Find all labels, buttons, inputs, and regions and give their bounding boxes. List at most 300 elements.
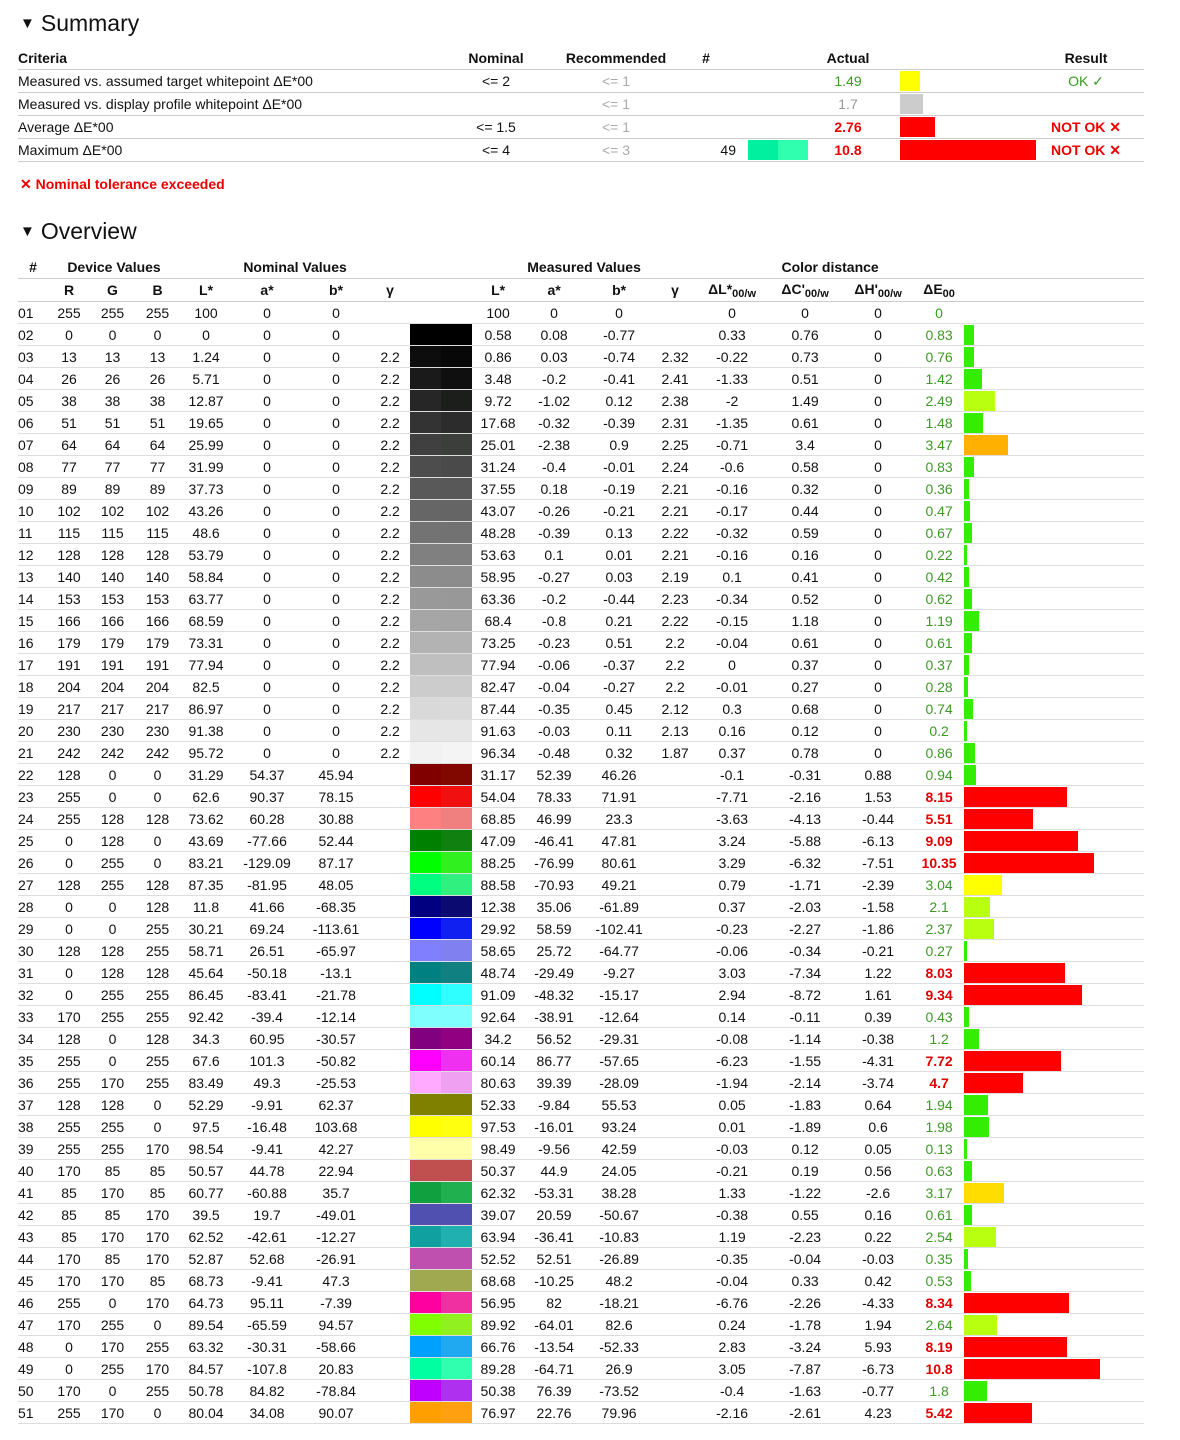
actual-bar-fill (900, 140, 1036, 160)
patch-number: 20 (18, 720, 48, 742)
delta-c: -2.26 (768, 1292, 842, 1314)
nominal-l: 64.73 (180, 1292, 232, 1314)
measured-l: 91.09 (472, 984, 524, 1006)
delta-e-bar (964, 1226, 1144, 1248)
nominal-a: 60.95 (232, 1028, 302, 1050)
nominal-gamma (370, 1314, 410, 1336)
measured-gamma (654, 1050, 696, 1072)
color-swatch (410, 456, 472, 478)
measured-gamma: 2.23 (654, 588, 696, 610)
overview-row (18, 434, 1144, 456)
summary-row (18, 70, 1144, 93)
result-cell: OK ✓ (1028, 70, 1144, 93)
overview-row (18, 940, 1144, 962)
measured-b: 24.05 (584, 1160, 654, 1182)
delta-c: 0.55 (768, 1204, 842, 1226)
measured-l: 66.76 (472, 1336, 524, 1358)
nominal-b: 0 (302, 302, 370, 324)
measured-l: 68.4 (472, 610, 524, 632)
measured-l: 68.85 (472, 808, 524, 830)
collapse-triangle-icon: ▼ (20, 223, 35, 240)
nominal-b: 0 (302, 610, 370, 632)
measured-a: -36.41 (524, 1226, 584, 1248)
delta-e-bar (964, 698, 1144, 720)
criteria-cell: Maximum ΔE*00 (18, 139, 436, 162)
nominal-cell: <= 4 (436, 139, 556, 162)
nominal-b: -113.61 (302, 918, 370, 940)
nominal-a: 0 (232, 610, 302, 632)
device-r: 204 (48, 676, 90, 698)
device-r: 128 (48, 1028, 90, 1050)
measured-gamma (654, 1314, 696, 1336)
delta-l: -0.15 (696, 610, 768, 632)
delta-e-bar-fill (964, 435, 1008, 455)
color-swatch (410, 1402, 472, 1424)
measured-a: 20.59 (524, 1204, 584, 1226)
col-measured-l: L* (472, 279, 524, 302)
delta-c: 0.58 (768, 456, 842, 478)
nominal-a: 34.08 (232, 1402, 302, 1424)
nominal-l: 84.57 (180, 1358, 232, 1380)
delta-e-bar-fill (964, 589, 972, 609)
col-delta-l: $\Delta L*_{00/w}$ (696, 279, 768, 302)
nominal-gamma (370, 808, 410, 830)
actual-bar-fill (900, 94, 923, 114)
nominal-b: -30.57 (302, 1028, 370, 1050)
nominal-b: 0 (302, 324, 370, 346)
overview-row (18, 720, 1144, 742)
measured-a: -48.32 (524, 984, 584, 1006)
delta-e: 0.2 (914, 720, 964, 742)
nominal-b: 0 (302, 676, 370, 698)
delta-h: 0 (842, 698, 914, 720)
device-r: 128 (48, 1094, 90, 1116)
delta-e: 0.35 (914, 1248, 964, 1270)
device-g: 255 (90, 1138, 135, 1160)
overview-row (18, 390, 1144, 412)
count-swatch-header (736, 46, 808, 70)
measured-l: 17.68 (472, 412, 524, 434)
delta-h: 0 (842, 610, 914, 632)
device-r: 128 (48, 764, 90, 786)
delta-e: 0.63 (914, 1160, 964, 1182)
delta-e-bar-fill (964, 1359, 1100, 1379)
nominal-gamma (370, 984, 410, 1006)
nominal-b: -78.84 (302, 1380, 370, 1402)
patch-number: 22 (18, 764, 48, 786)
nominal-gamma (370, 940, 410, 962)
actual-bar (888, 139, 1028, 162)
delta-e-bar (964, 478, 1144, 500)
delta-e: 0.37 (914, 654, 964, 676)
nominal-a: 0 (232, 412, 302, 434)
device-g: 64 (90, 434, 135, 456)
delta-l: -0.4 (696, 1380, 768, 1402)
nominal-l: 31.29 (180, 764, 232, 786)
delta-l: -0.21 (696, 1160, 768, 1182)
device-g: 89 (90, 478, 135, 500)
overview-row (18, 1094, 1144, 1116)
delta-e-bar (964, 588, 1144, 610)
device-g: 51 (90, 412, 135, 434)
measured-l: 87.44 (472, 698, 524, 720)
nominal-b: 0 (302, 456, 370, 478)
measured-gamma (654, 324, 696, 346)
delta-h: -1.58 (842, 896, 914, 918)
measured-b: 0.03 (584, 566, 654, 588)
device-b: 0 (135, 764, 180, 786)
device-b: 217 (135, 698, 180, 720)
measured-l: 88.58 (472, 874, 524, 896)
delta-e: 3.47 (914, 434, 964, 456)
device-r: 0 (48, 896, 90, 918)
device-g: 140 (90, 566, 135, 588)
delta-e-bar (964, 1138, 1144, 1160)
delta-h: 0 (842, 434, 914, 456)
delta-e-bar-fill (964, 1051, 1061, 1071)
measured-b: -0.77 (584, 324, 654, 346)
overview-table (18, 256, 1144, 1424)
device-r: 153 (48, 588, 90, 610)
nominal-b: 62.37 (302, 1094, 370, 1116)
patch-number: 21 (18, 742, 48, 764)
measured-gamma (654, 1204, 696, 1226)
delta-e-bar (964, 808, 1144, 830)
overview-row (18, 698, 1144, 720)
nominal-l: 19.65 (180, 412, 232, 434)
measured-b: -73.52 (584, 1380, 654, 1402)
device-b: 102 (135, 500, 180, 522)
nominal-a: -129.09 (232, 852, 302, 874)
col-measured-gamma: γ (654, 279, 696, 302)
col-nominal-a: a* (232, 279, 302, 302)
color-swatch (410, 962, 472, 984)
device-r: 0 (48, 1358, 90, 1380)
nominal-l: 97.5 (180, 1116, 232, 1138)
measured-a: -0.2 (524, 588, 584, 610)
measured-gamma (654, 830, 696, 852)
measured-gamma (654, 1248, 696, 1270)
patch-number: 51 (18, 1402, 48, 1424)
nominal-header: Nominal (436, 46, 556, 70)
measured-a: 82 (524, 1292, 584, 1314)
color-swatch (410, 786, 472, 808)
nominal-a: 44.78 (232, 1160, 302, 1182)
overview-row (18, 522, 1144, 544)
device-r: 0 (48, 962, 90, 984)
delta-e-bar-fill (964, 1293, 1069, 1313)
nominal-l: 58.84 (180, 566, 232, 588)
overview-row (18, 368, 1144, 390)
measured-b: -52.33 (584, 1336, 654, 1358)
color-swatch (410, 1050, 472, 1072)
delta-e: 0.86 (914, 742, 964, 764)
delta-e-bar (964, 324, 1144, 346)
color-swatch (410, 434, 472, 456)
nominal-b: 0 (302, 368, 370, 390)
measured-b: 49.21 (584, 874, 654, 896)
device-r: 170 (48, 1380, 90, 1402)
delta-c: -1.14 (768, 1028, 842, 1050)
measured-gamma: 2.21 (654, 478, 696, 500)
overview-row (18, 1380, 1144, 1402)
nominal-b: -12.14 (302, 1006, 370, 1028)
nominal-l: 52.87 (180, 1248, 232, 1270)
measured-gamma: 2.21 (654, 500, 696, 522)
delta-e-bar (964, 302, 1144, 324)
device-g: 230 (90, 720, 135, 742)
nominal-b: 78.15 (302, 786, 370, 808)
overview-row (18, 1116, 1144, 1138)
delta-c: 0.27 (768, 676, 842, 698)
color-swatch (410, 698, 472, 720)
delta-c: -2.27 (768, 918, 842, 940)
delta-h: -7.51 (842, 852, 914, 874)
overview-row (18, 654, 1144, 676)
nominal-gamma (370, 1094, 410, 1116)
device-b: 255 (135, 984, 180, 1006)
measured-gamma (654, 1006, 696, 1028)
device-b: 0 (135, 830, 180, 852)
measured-a: 56.52 (524, 1028, 584, 1050)
nominal-gamma: 2.2 (370, 478, 410, 500)
device-r: 191 (48, 654, 90, 676)
device-b: 38 (135, 390, 180, 412)
color-swatch (410, 984, 472, 1006)
nominal-b: 0 (302, 742, 370, 764)
overview-row (18, 478, 1144, 500)
measured-a: -76.99 (524, 852, 584, 874)
delta-e: 1.8 (914, 1380, 964, 1402)
device-r: 170 (48, 1270, 90, 1292)
measured-b: 0.21 (584, 610, 654, 632)
delta-l: -2.16 (696, 1402, 768, 1424)
delta-h: 1.94 (842, 1314, 914, 1336)
color-swatch (410, 1006, 472, 1028)
nominal-l: 83.21 (180, 852, 232, 874)
delta-l: -0.34 (696, 588, 768, 610)
nominal-values-header: Nominal Values (180, 256, 410, 279)
device-r: 255 (48, 1050, 90, 1072)
measured-gamma (654, 1226, 696, 1248)
patch-number: 29 (18, 918, 48, 940)
device-g: 170 (90, 1182, 135, 1204)
nominal-b: 48.05 (302, 874, 370, 896)
nominal-l: 92.42 (180, 1006, 232, 1028)
device-r: 170 (48, 1314, 90, 1336)
delta-h: 1.53 (842, 786, 914, 808)
device-b: 0 (135, 1094, 180, 1116)
device-b: 85 (135, 1182, 180, 1204)
delta-e-bar-fill (964, 721, 967, 741)
patch-number: 23 (18, 786, 48, 808)
count-swatch (736, 116, 808, 139)
overview-row (18, 1028, 1144, 1050)
device-r: 85 (48, 1182, 90, 1204)
delta-e-bar (964, 720, 1144, 742)
delta-l: -7.71 (696, 786, 768, 808)
measured-b: -28.09 (584, 1072, 654, 1094)
delta-e: 1.94 (914, 1094, 964, 1116)
actual-bar (888, 116, 1028, 139)
device-b: 179 (135, 632, 180, 654)
device-b: 242 (135, 742, 180, 764)
delta-e: 2.54 (914, 1226, 964, 1248)
nominal-b: 0 (302, 522, 370, 544)
patch-number: 10 (18, 500, 48, 522)
measured-b: -29.31 (584, 1028, 654, 1050)
device-g: 255 (90, 874, 135, 896)
delta-e: 0.67 (914, 522, 964, 544)
measured-b: -10.83 (584, 1226, 654, 1248)
device-b: 230 (135, 720, 180, 742)
delta-h: -0.21 (842, 940, 914, 962)
measured-b: -0.19 (584, 478, 654, 500)
overview-row (18, 896, 1144, 918)
delta-e-bar-fill (964, 413, 983, 433)
measured-b: 0.9 (584, 434, 654, 456)
nominal-a: -42.61 (232, 1226, 302, 1248)
col-delta-h: $\Delta H'_{00/w}$ (842, 279, 914, 302)
measured-l: 0.58 (472, 324, 524, 346)
nominal-b: 35.7 (302, 1182, 370, 1204)
nominal-b: 0 (302, 346, 370, 368)
measured-a: -9.56 (524, 1138, 584, 1160)
nominal-a: -9.41 (232, 1270, 302, 1292)
actual-bar-header (888, 46, 1028, 70)
device-b: 255 (135, 1050, 180, 1072)
measured-l: 0.86 (472, 346, 524, 368)
delta-e: 0.61 (914, 632, 964, 654)
measured-b: 0.13 (584, 522, 654, 544)
color-distance-header: Color distance (696, 256, 964, 279)
delta-e: 4.7 (914, 1072, 964, 1094)
device-g: 115 (90, 522, 135, 544)
nominal-a: 19.7 (232, 1204, 302, 1226)
patch-number: 47 (18, 1314, 48, 1336)
summary-heading[interactable]: ▼ Summary (20, 10, 140, 36)
nominal-a: 0 (232, 478, 302, 500)
patch-number: 26 (18, 852, 48, 874)
patch-number: 49 (18, 1358, 48, 1380)
color-swatch (410, 610, 472, 632)
patch-number: 40 (18, 1160, 48, 1182)
nominal-a: 0 (232, 654, 302, 676)
delta-e: 0.76 (914, 346, 964, 368)
nominal-gamma (370, 1160, 410, 1182)
delta-c: 0.68 (768, 698, 842, 720)
color-swatch (410, 544, 472, 566)
color-swatch (410, 1094, 472, 1116)
measured-gamma (654, 1358, 696, 1380)
color-swatch (410, 1380, 472, 1402)
measured-l: 3.48 (472, 368, 524, 390)
measured-l: 56.95 (472, 1292, 524, 1314)
nominal-l: 77.94 (180, 654, 232, 676)
delta-c: 0.19 (768, 1160, 842, 1182)
overview-row (18, 1358, 1144, 1380)
overview-heading[interactable]: ▼ Overview (20, 218, 137, 244)
number-header: # (18, 256, 48, 279)
measured-a: 39.39 (524, 1072, 584, 1094)
measured-l: 89.28 (472, 1358, 524, 1380)
nominal-l: 95.72 (180, 742, 232, 764)
measured-l: 73.25 (472, 632, 524, 654)
nominal-a: 0 (232, 434, 302, 456)
device-r: 170 (48, 1006, 90, 1028)
delta-e-bar-fill (964, 457, 974, 477)
delta-e-bar-fill (964, 633, 972, 653)
nominal-b: -58.66 (302, 1336, 370, 1358)
overview-row (18, 1006, 1144, 1028)
nominal-b: 0 (302, 720, 370, 742)
delta-e: 0.42 (914, 566, 964, 588)
device-b: 115 (135, 522, 180, 544)
device-b: 140 (135, 566, 180, 588)
measured-b: -61.89 (584, 896, 654, 918)
device-g: 0 (90, 764, 135, 786)
nominal-gamma: 2.2 (370, 654, 410, 676)
nominal-gamma (370, 1336, 410, 1358)
nominal-gamma (370, 1072, 410, 1094)
nominal-gamma (370, 852, 410, 874)
delta-e-bar-fill (964, 391, 995, 411)
nominal-b: 0 (302, 698, 370, 720)
overview-row (18, 786, 1144, 808)
tolerance-warning: ✕ Nominal tolerance exceeded (20, 176, 225, 192)
overview-row (18, 962, 1144, 984)
nominal-a: -60.88 (232, 1182, 302, 1204)
overview-row (18, 302, 1144, 324)
delta-h: 0.22 (842, 1226, 914, 1248)
color-swatch (410, 1226, 472, 1248)
nominal-gamma (370, 830, 410, 852)
delta-c: 1.18 (768, 610, 842, 632)
device-b: 255 (135, 1336, 180, 1358)
measured-a: 22.76 (524, 1402, 584, 1424)
delta-h: 0.42 (842, 1270, 914, 1292)
device-r: 230 (48, 720, 90, 742)
delta-e-bar (964, 764, 1144, 786)
device-r: 255 (48, 302, 90, 324)
delta-e: 10.8 (914, 1358, 964, 1380)
patch-number: 39 (18, 1138, 48, 1160)
delta-h: -6.13 (842, 830, 914, 852)
delta-l: -0.01 (696, 676, 768, 698)
delta-l: -0.16 (696, 544, 768, 566)
measured-l: 63.36 (472, 588, 524, 610)
delta-e-bar-fill (964, 897, 990, 917)
delta-e-bar-fill (964, 1271, 971, 1291)
delta-c: -1.55 (768, 1050, 842, 1072)
delta-e-bar (964, 676, 1144, 698)
patch-number: 30 (18, 940, 48, 962)
nominal-a: 0 (232, 346, 302, 368)
measured-b: 0.11 (584, 720, 654, 742)
delta-h: -6.73 (842, 1358, 914, 1380)
measured-b: 80.61 (584, 852, 654, 874)
delta-c: 0.37 (768, 654, 842, 676)
color-swatch (410, 368, 472, 390)
measured-gamma: 2.41 (654, 368, 696, 390)
measured-gamma (654, 1116, 696, 1138)
delta-e: 3.04 (914, 874, 964, 896)
delta-e-bar (964, 1006, 1144, 1028)
nominal-gamma: 2.2 (370, 456, 410, 478)
nominal-b: 0 (302, 390, 370, 412)
device-b: 128 (135, 962, 180, 984)
color-swatch (410, 1072, 472, 1094)
